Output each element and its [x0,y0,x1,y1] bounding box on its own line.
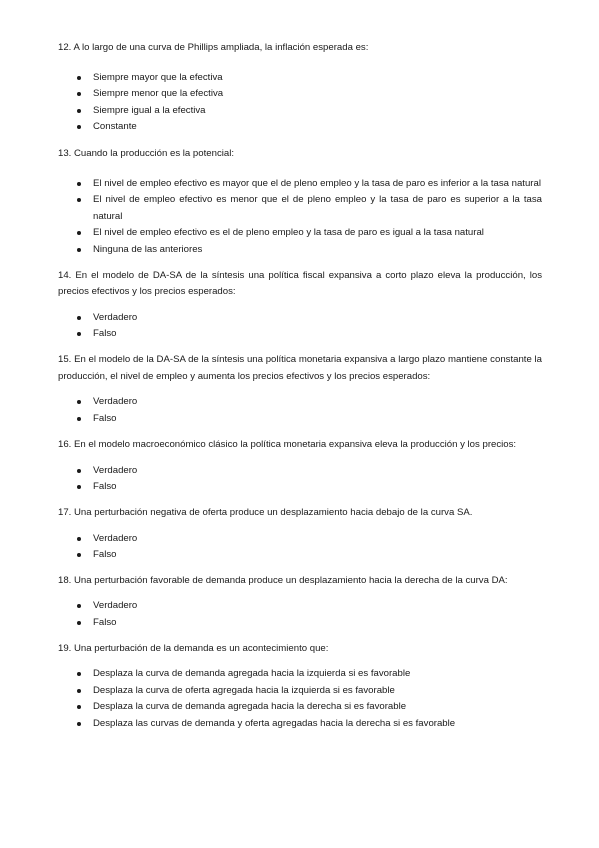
option-item [58,716,542,733]
options-list [58,666,542,732]
question-text: 15. En el modelo de la DA-SA de la síntesis una política monetaria expansiva a largo plazo mantiene constante la producción, el nivel de empleo y aumenta los precios efectivos y los precios esperados: [58,353,542,382]
option-text: Desplaza la curva de oferta agregada hacia la izquierda si es favorable [93,684,395,696]
option-text: Verdadero [93,396,138,408]
bullet-icon [77,469,81,473]
option-item [58,225,542,242]
option-text: Desplaza las curvas de demanda y oferta agregadas hacia la derecha si es favorable [93,718,456,729]
option-item [58,547,542,564]
bullet-icon [77,705,81,709]
options-list [58,598,542,631]
bullet-icon [77,672,81,676]
bullet-icon [77,604,81,608]
questions-content [58,40,542,733]
question-text: 14. En el modelo de DA-SA de la síntesis una política fiscal expansiva a corto plazo eleva la producción, los precios efectivos y los precios esperados: [58,269,542,298]
question-text: 13. Cuando la producción es la potencial: [58,147,235,159]
option-text: Falso [93,412,117,424]
bullet-icon [77,231,81,235]
option-text: Verdadero [93,464,138,476]
option-text: Falso [93,328,117,340]
option-item [58,242,542,259]
question-block [58,268,542,343]
bullet-icon [77,417,81,421]
bullet-icon [77,125,81,129]
question-text: 12. A lo largo de una curva de Phillips ampliada, la inflación esperada es: [58,42,369,53]
option-text: Ninguna de las anteriores [93,243,203,255]
bullet-icon [77,182,81,186]
option-item [58,103,542,120]
option-text: Falso [93,549,117,561]
question-block [58,352,542,427]
question-block [58,505,542,564]
bullet-icon [77,198,81,202]
question-text: 16. En el modelo macroeconómico clásico la política monetaria expansiva eleva la producción y los precios: [58,439,517,451]
options-list [58,70,542,136]
question-block [58,573,542,632]
question-block [58,146,542,259]
bullet-icon [77,553,81,557]
option-text: Siempre menor que la efectiva [93,88,224,100]
option-text: Falso [93,481,117,493]
bullet-icon [77,332,81,336]
option-item [58,531,542,548]
option-item [58,411,542,428]
question-text: 19. Una perturbación de la demanda es un acontecimiento que: [58,642,329,654]
option-item [58,119,542,136]
question-block [58,437,542,496]
options-list [58,310,542,343]
option-text: Falso [93,617,117,629]
option-item [58,192,542,225]
bullet-icon [77,248,81,252]
option-item [58,463,542,480]
option-text: Verdadero [93,600,138,612]
option-item [58,86,542,103]
option-text: Constante [93,121,137,133]
options-list [58,176,542,259]
option-text: Siempre mayor que la efectiva [93,71,223,83]
bullet-icon [77,76,81,80]
bullet-icon [77,621,81,625]
bullet-icon [77,722,81,726]
options-list [58,394,542,427]
option-item [58,394,542,411]
option-item [58,666,542,683]
bullet-icon [77,537,81,541]
option-text: Desplaza la curva de demanda agregada hacia la izquierda si es favorable [93,668,411,680]
option-text: Verdadero [93,311,138,323]
bullet-icon [77,109,81,113]
option-text: Verdadero [93,532,138,544]
option-text: Siempre igual a la efectiva [93,104,206,116]
bullet-icon [77,316,81,320]
options-list [58,531,542,564]
option-item [58,70,542,87]
options-list [58,463,542,496]
bullet-icon [77,689,81,693]
option-item [58,683,542,700]
option-item [58,176,542,193]
option-item [58,615,542,632]
option-item [58,310,542,327]
option-item [58,479,542,496]
question-block [58,641,542,733]
option-item [58,598,542,615]
question-text: 17. Una perturbación negativa de oferta produce un desplazamiento hacia debajo de la curva SA. [58,507,473,519]
option-item [58,699,542,716]
option-text: El nivel de empleo efectivo es mayor que el de pleno empleo y la tasa de paro es inferior a la tasa natural [93,177,541,189]
question-text: 18. Una perturbación favorable de demanda produce un desplazamiento hacia la derecha de la curva DA: [58,574,508,586]
option-text: Desplaza la curva de demanda agregada hacia la derecha si es favorable [93,701,407,713]
question-block [58,40,542,136]
option-item [58,326,542,343]
option-text: El nivel de empleo efectivo es menor que el de pleno empleo y la tasa de paro es superior a la tasa natural [93,194,542,222]
bullet-icon [77,400,81,404]
option-text: El nivel de empleo efectivo es el de pleno empleo y la tasa de paro es igual a la tasa natural [93,227,484,239]
bullet-icon [77,485,81,489]
bullet-icon [77,92,81,96]
